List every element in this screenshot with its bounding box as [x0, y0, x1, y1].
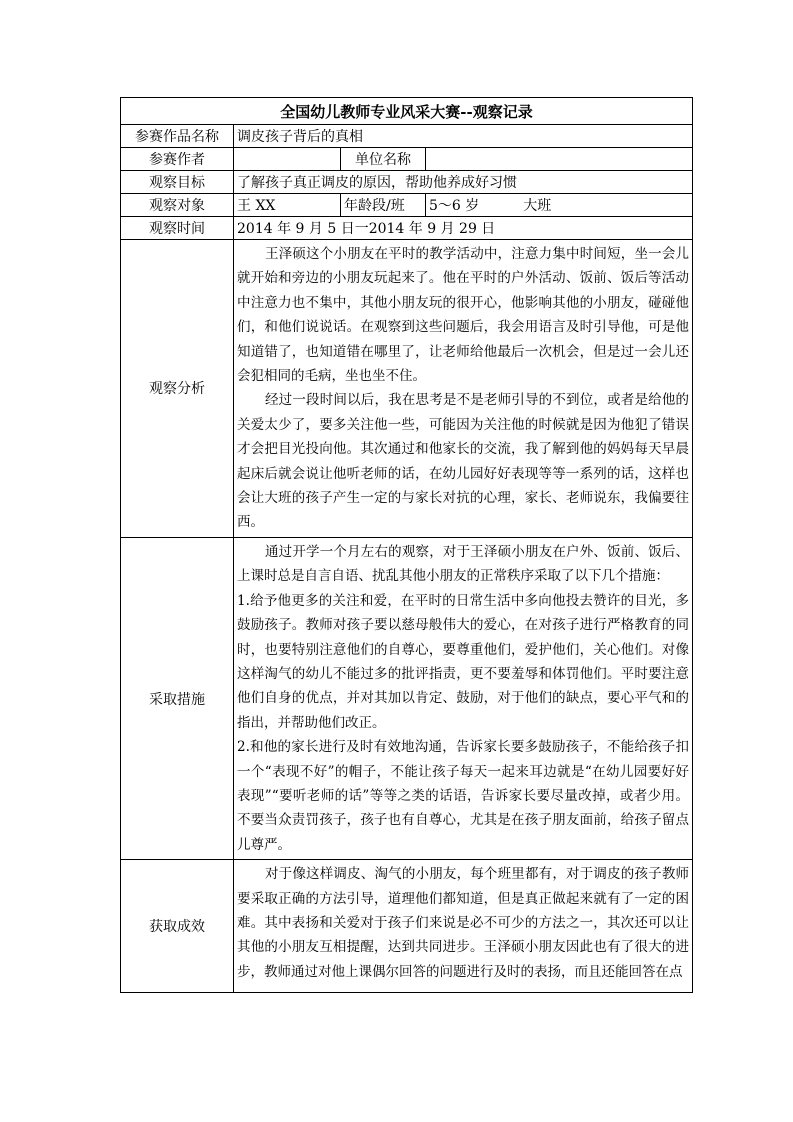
observation-table — [120, 97, 693, 993]
age-value: 5～6 岁 — [429, 198, 480, 214]
measures-item-1: 1.给予他更多的关注和爱，在平时的日常生活中多向他投去赞许的目光，多鼓励孩子。教师对孩子要以慈母般伟大的爱心，在对孩子进行严格教育的同时，也要特别注意他们的自尊心，要尊重他们，爱护他们，关心他们。对像这样淘气的幼儿不能过多的批评指责，更不要羞辱和体罚他们。平时要注意他们自身的优点，并对其加以肯定、鼓励，对于他们的缺点，要心平气和的指出，并帮助他们改正。 — [237, 592, 689, 731]
work-name-label: 参赛作品名称 — [121, 125, 234, 148]
class-value: 大班 — [523, 198, 552, 214]
results-paragraph-1: 对于像这样调皮、淘气的小朋友，每个班里都有，对于调皮的孩子教师要采取正确的方法引导，道理他们都知道，但是真正做起来就有了一定的困难。其中表扬和关爱对于孩子们来说是必不可少的方法之一，其次还可以让其他的小朋友互相提醒，达到共同进步。王泽硕小朋友因此也有了很大的进步，教师通过对他上课偶尔回答的问题进行及时的表扬，而且还能回答在点 — [237, 866, 689, 980]
work-name-value: 调皮孩子背后的真相 — [234, 125, 693, 148]
unit-label: 单位名称 — [341, 148, 426, 171]
analysis-paragraph-1: 王泽硕这个小朋友在平时的教学活动中，注意力集中时间短，坐一会儿就开始和旁边的小朋友玩起来了。他在平时的户外活动、饭前、饭后等活动中注意力也不集中，其他小朋友玩的很开心，他影响其他的小朋友，碰碰他们，和他们说说话。在观察到这些问题后，我会用语言及时引导他，可是他知道错了，也知道错在哪里了，让老师给他最后一次机会，但是过一会儿还会犯相同的毛病，坐也坐不住。 — [237, 246, 689, 385]
analysis-content — [234, 240, 693, 538]
time-label: 观察时间 — [121, 217, 234, 240]
analysis-label: 观察分析 — [121, 240, 234, 538]
goal-value: 了解孩子真正调皮的原因，帮助他养成好习惯 — [234, 171, 693, 194]
measures-intro: 通过开学一个月左右的观察，对于王泽硕小朋友在户外、饭前、饭后、上课时总是自言自语、扰乱其他小朋友的正常秩序采取了以下几个措施： — [237, 543, 689, 585]
analysis-paragraph-2: 经过一段时间以后，我在思考是不是老师引导的不到位，或者是给他的关爱太少了，要多关注他一些，可能因为关注他的时候就是因为他犯了错误才会把目光投向他。其次通过和他家长的交流，我了解到他的妈妈每天早晨起床后就会说让他听老师的话，在幼儿园好好表现等等一系列的话，这样也会让大班的孩子产生一定的与家长对抗的心理，家长、老师说东，我偏要往西。 — [237, 392, 689, 531]
age-label: 年龄段/班 — [341, 194, 426, 217]
goal-label: 观察目标 — [121, 171, 234, 194]
subject-value: 王 XX — [234, 194, 341, 217]
subject-label: 观察对象 — [121, 194, 234, 217]
measures-label: 采取措施 — [121, 537, 234, 859]
results-label: 获取成效 — [121, 860, 234, 993]
time-value: 2014 年 9 月 5 日一2014 年 9 月 29 日 — [234, 217, 693, 240]
age-class-cell — [426, 194, 693, 217]
measures-item-2: 2.和他的家长进行及时有效地沟通，告诉家长要多鼓励孩子，不能给孩子扣一个“表现不好”的帽子，不能让孩子每天一起来耳边就是“在幼儿园要好好表现”“要听老师的话”等等之类的话语，告诉家长要尽量改掉，或者少用。不要当众责罚孩子，孩子也有自尊心，尤其是在孩子朋友面前，给孩子留点儿尊严。 — [237, 739, 689, 853]
measures-content — [234, 537, 693, 859]
unit-value — [426, 148, 693, 171]
results-content — [234, 860, 693, 993]
author-label: 参赛作者 — [121, 148, 234, 171]
observation-record-form — [120, 97, 692, 993]
form-title: 全国幼儿教师专业风采大赛--观察记录 — [121, 98, 693, 125]
author-value — [234, 148, 341, 171]
